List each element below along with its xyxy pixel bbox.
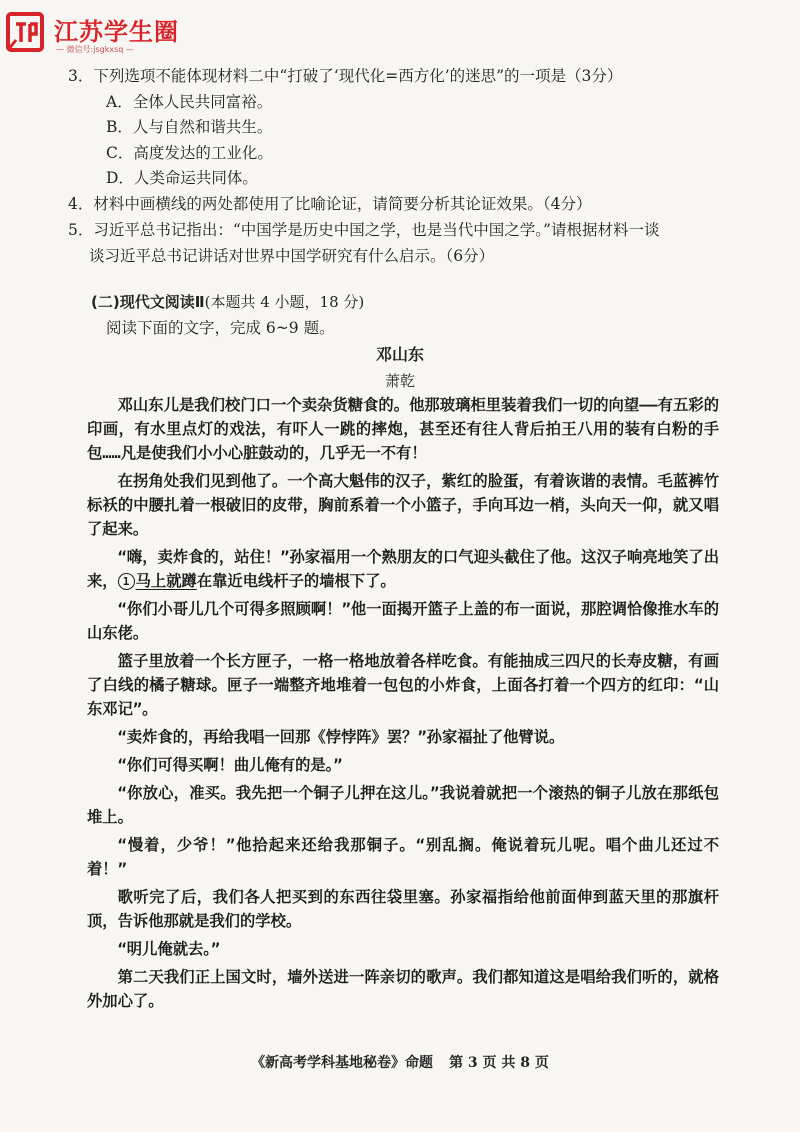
article-body xyxy=(87,393,719,1017)
paragraph: “卖炸食的，再给我唱一回那《悖悖阵》罢？”孙家福扯了他臂说。 xyxy=(117,728,565,746)
footer-source: 《新高考学科基地秘卷》命题 xyxy=(251,1055,434,1071)
section-heading xyxy=(91,292,364,312)
question-5-continuation: 谈习近平总书记讲话对世界中国学研究有什么启示。（6分） xyxy=(89,247,495,265)
logo-subtitle: — 微信号:jsgkxsq — xyxy=(56,45,134,54)
question-5: 5．习近平总书记指出：“中国学是历史中国之学，也是当代中国之学。”请根据材料一谈 xyxy=(68,221,660,239)
article-author: 萧乾 xyxy=(384,372,415,390)
section-heading-detail: (本题共 4 小题，18 分) xyxy=(204,293,365,311)
page-number: 第 3 页 共 8 页 xyxy=(449,1055,549,1071)
question-4: 4．材料中画横线的两处都使用了比喻论证，请简要分析其论证效果。（4分） xyxy=(68,195,592,213)
article-title: 邓山东 xyxy=(375,345,424,364)
paragraph: 邓山东儿是我们校门口一个卖杂货糖食的。他那玻璃柜里装着我们一切的向望——有五彩的印画，有水里点灯的戏法，有吓人一跳的摔炮，甚至还有往人背后拍王八用的装有白粉的手包……凡是使我们小小心脏鼓动的，几乎无一不有！ xyxy=(87,396,719,462)
paragraph: “你们小哥儿几个可得多照顾啊！”他一面揭开篮子上盖的布一面说，那腔调恰像推水车的山东佬。 xyxy=(87,600,719,642)
section-instruction: 阅读下面的文字，完成 6~9 题。 xyxy=(106,319,335,337)
logo-title: 江苏学生圈 xyxy=(54,18,179,46)
question-3-option-b: B．人与自然和谐共生。 xyxy=(106,118,273,136)
paragraph: “慢着，少爷！”他拾起来还给我那铜子。“别乱搁。俺说着玩儿呢。唱个曲儿还过不着！” xyxy=(87,836,719,878)
paragraph: 歌听完了后，我们各人把买到的东西往袋里塞。孙家福指给他前面伸到蓝天里的那旗杆顶，告诉他那就是我们的学校。 xyxy=(87,888,719,930)
section-heading-title: (二)现代文阅读Ⅱ xyxy=(91,293,205,311)
underlined-phrase: 马上就蹲 xyxy=(135,572,197,590)
paragraph-with-underline xyxy=(87,545,719,593)
paragraph: 第二天我们正上国文时，墙外送进一阵亲切的歌声。我们都知道这是唱给我们听的，就格外加心了。 xyxy=(87,968,719,1010)
paragraph: “明儿俺就去。” xyxy=(117,940,221,958)
paragraph-text: 在靠近电线杆子的墙根下了。 xyxy=(196,572,396,590)
question-3-option-d: D．人类命运共同体。 xyxy=(106,169,258,187)
question-3-option-a: A．全体人民共同富裕。 xyxy=(106,93,273,111)
question-3-option-c: C．高度发达的工业化。 xyxy=(106,144,273,162)
circled-number-marker: 1 xyxy=(118,573,135,590)
question-3: 3．下列选项不能体现材料二中“打破了‘现代化=西方化’的迷思”的一项是（3分） xyxy=(68,67,623,85)
paragraph: 篮子里放着一个长方匣子，一格一格地放着各样吃食。有能抽成三四尺的长寿皮糖，有画了白线的橘子糖球。匣子一端整齐地堆着一包包的小炸食，上面各打着一个四方的红印：“山东邓记”。 xyxy=(87,652,719,718)
paragraph: 在拐角处我们见到他了。一个高大魁伟的汉子，紫红的脸蛋，有着诙谐的表情。毛蓝裤竹标袄的中腰扎着一根破旧的皮带，胸前系着一个小篮子，手向耳边一梢，头向天一仰，就又唱了起来。 xyxy=(87,472,719,538)
paragraph: “你放心，准买。我先把一个铜子儿押在这儿。”我说着就把一个滚热的铜子儿放在那纸包堆上。 xyxy=(87,784,719,826)
logo-icon xyxy=(6,10,46,54)
page-footer xyxy=(0,1052,800,1072)
paragraph: “你们可得买啊！曲儿俺有的是。” xyxy=(117,756,343,774)
paragraph-text: “嗨，卖炸食的，站住！”孙家福用一个熟朋友的口气迎头截住了他。这汉子响亮地笑了出来， xyxy=(87,548,719,590)
logo xyxy=(6,6,179,58)
